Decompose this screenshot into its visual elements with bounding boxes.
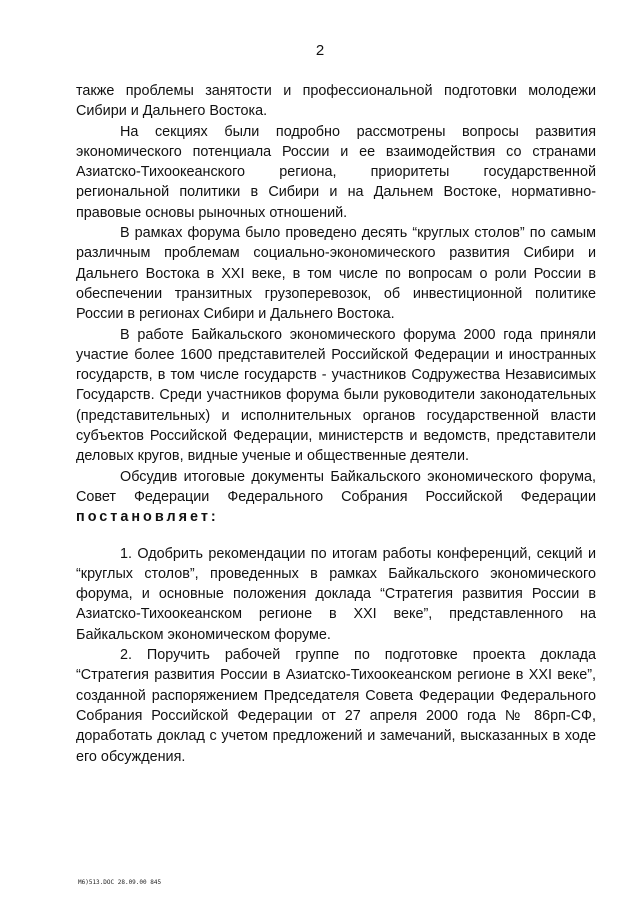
document-body — [76, 81, 596, 767]
resolution-item-1: 1. Одобрить рекомендации по итогам работы конференций, секций и “круглых столов”, проведенных в рамках Байкальского экономического форума, и основные положения доклада “Стратегия развития России в Азиатско-Тихоокеанском регионе в XXI веке”, представленного на Байкальском экономическом форуме. — [76, 545, 596, 643]
page-number: 2 — [315, 42, 325, 59]
footer-file-code: М6)513.DOC 28.09.00 845 — [78, 879, 162, 886]
resolution-keyword: постановляет: — [76, 509, 219, 526]
resolution-item-2: 2. Поручить рабочей группе по подготовке проекта доклада “Стратегия развития России в Азиатско-Тихоокеанском регионе в XXI веке”, созданной распоряжением Председателя Совета Федерации Федерального Собрания Российской Федерации от 27 апреля 2000 года № 86рп-СФ, доработать доклад с учетом предложений и замечаний, высказанных в ходе его обсуждения. — [76, 647, 596, 765]
paragraph-participants: В работе Байкальского экономического форума 2000 года приняли участие более 1600 представителей Российской Федерации и иностранных государств, в том числе государств - участников Содружества Независимых Государств. Среди участников форума были руководители законодательных (представительных) и исполнительных органов государственной власти субъектов Российской Федерации, министерств и ведомств, представители деловых кругов, видные ученые и общественные деятели. — [76, 326, 596, 465]
paragraph-continuation: также проблемы занятости и профессиональной подготовки молодежи Сибири и Дальнего Востока. — [76, 83, 596, 120]
resolution-intro-text: Обсудив итоговые документы Байкальского экономического форума, Совет Федерации Федерального Собрания Российской Федерации — [76, 468, 596, 505]
paragraph-round-tables: В рамках форума было проведено десять “круглых столов” по самым различным проблемам социально-экономического развития Сибири и Дальнего Востока в XXI веке, в том числе по вопросам о роли России в обеспечении транзитных грузоперевозок, об инвестиционной политике России в регионах Сибири и Дальнего Востока. — [76, 225, 596, 323]
paragraph-sections: На секциях были подробно рассмотрены вопросы развития экономического потенциала России и ее взаимодействия со странами Азиатско-Тихоокеанского региона, приоритеты государственной региональной политики в Сибири и на Дальнем Востоке, нормативно-правовые основы рыночных отношений. — [76, 123, 596, 221]
paragraph-resolution-intro — [76, 467, 596, 528]
